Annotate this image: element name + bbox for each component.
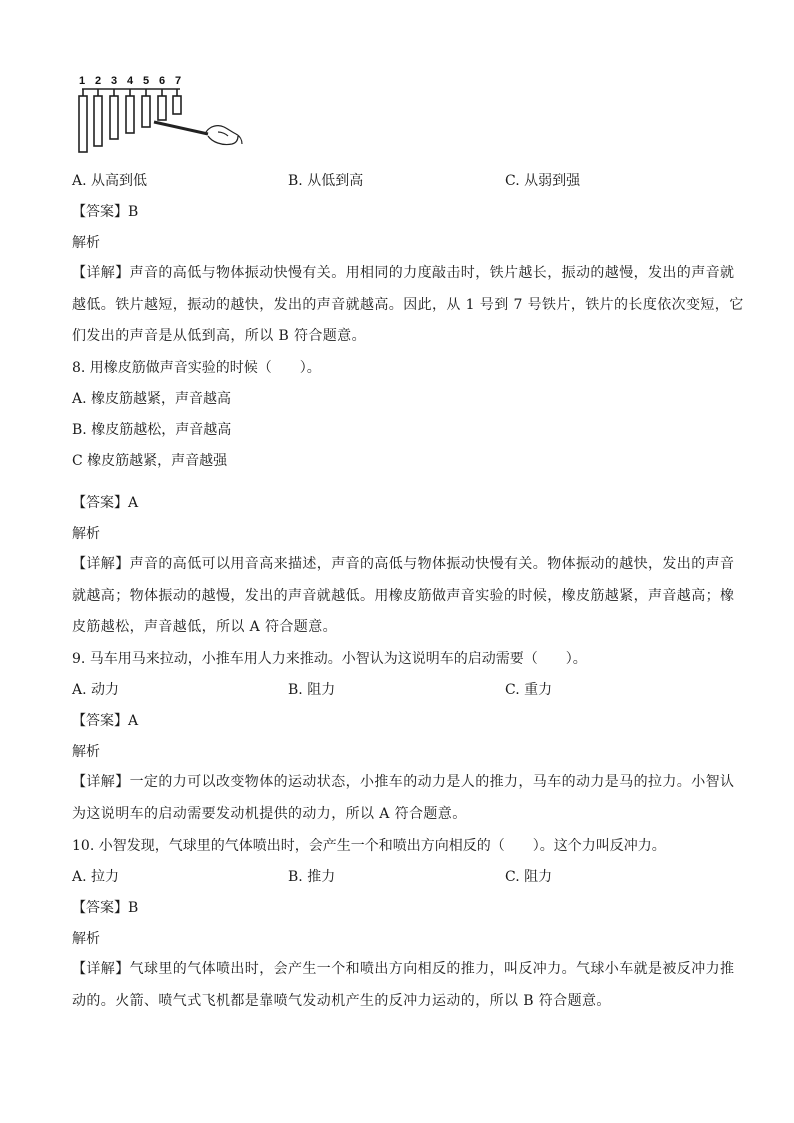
mallet-icon — [154, 122, 208, 134]
q7-option-c: C. 从弱到强 — [505, 173, 581, 189]
detail-line: 【详解】气球里的气体喷出时，会产生一个和喷出方向相反的推力，叫反冲力。气球小车就是被反冲力推 — [72, 961, 735, 977]
bar-number: 1 — [79, 75, 86, 87]
q8-analysis-heading: 解析 — [72, 526, 100, 542]
hand-icon — [206, 126, 242, 145]
q10-option-c: C. 阻力 — [505, 869, 553, 885]
q9-question: 9. 马车用马来拉动，小推车用人力来推动。小智认为这说明车的启动需要（ ）。 — [72, 651, 587, 667]
q9-option-a: A. 动力 — [72, 682, 120, 698]
detail-line: 【详解】声音的高低可以用音高来描述，声音的高低与物体振动快慢有关。物体振动的越快，发出的声音 — [72, 556, 735, 572]
q7-analysis-heading: 解析 — [72, 235, 100, 251]
detail-line: 越低。铁片越短，振动的越快，发出的声音就越高。因此，从 1 号到 7 号铁片，铁片的长度依次变短，它 — [72, 296, 744, 313]
q8-option-c: C 橡皮筋越紧，声音越强 — [72, 453, 228, 469]
detail-line: 动的。火箭、喷气式飞机都是靠喷气发动机产生的反冲力运动的，所以 B 符合题意。 — [72, 992, 611, 1009]
q8-detail — [72, 549, 735, 644]
bar-number: 3 — [111, 75, 118, 87]
metal-bar — [126, 96, 134, 133]
q10-answer: 【答案】B — [72, 900, 139, 916]
metal-bar — [173, 96, 181, 114]
bar-number: 6 — [159, 75, 166, 87]
q8-answer: 【答案】A — [72, 495, 139, 511]
bar-number: 4 — [127, 75, 134, 87]
q10-question: 10. 小智发现，气球里的气体喷出时，会产生一个和喷出方向相反的（ ）。这个力叫反冲力。 — [72, 838, 666, 854]
q9-detail — [72, 767, 735, 830]
metal-bar — [79, 96, 87, 152]
detail-line: 【详解】声音的高低与物体振动快慢有关。用相同的力度敲击时，铁片越长，振动的越慢，发出的声音就 — [72, 265, 735, 281]
metal-bar — [158, 96, 166, 120]
q10-option-a: A. 拉力 — [72, 869, 120, 885]
q10-analysis-heading: 解析 — [72, 931, 100, 947]
metal-bar — [110, 96, 118, 139]
detail-line: 就越高；物体振动的越慢，发出的声音就越低。用橡皮筋做声音实验的时候，橡皮筋越紧，声音越高；橡 — [72, 587, 735, 604]
q10-detail — [72, 954, 735, 1017]
q9-option-b: B. 阻力 — [288, 682, 336, 698]
q8-option-b: B. 橡皮筋越松，声音越高 — [72, 422, 232, 438]
detail-line: 【详解】一定的力可以改变物体的运动状态，小推车的动力是人的推力，马车的动力是马的拉力。小智认 — [72, 774, 735, 790]
q7-answer: 【答案】B — [72, 204, 139, 220]
detail-line: 皮筋越松，声音越低，所以 A 符合题意。 — [72, 619, 338, 635]
q8-question: 8. 用橡皮筋做声音实验的时候（ ）。 — [72, 360, 321, 376]
detail-line: 为这说明车的启动需要发动机提供的动力，所以 A 符合题意。 — [72, 805, 467, 822]
metal-bar — [94, 96, 102, 146]
detail-line: 们发出的声音是从低到高，所以 B 符合题意。 — [72, 328, 366, 344]
metal-bar — [142, 96, 150, 127]
bar-number: 7 — [175, 75, 182, 87]
q8-option-a: A. 橡皮筋越紧，声音越高 — [72, 391, 232, 407]
xylophone-figure — [72, 72, 252, 162]
q9-answer: 【答案】A — [72, 713, 139, 729]
q7-option-a: A. 从高到低 — [72, 173, 148, 189]
bar-number: 2 — [95, 75, 102, 87]
q7-detail — [72, 258, 744, 353]
q9-option-c: C. 重力 — [505, 682, 553, 698]
q7-option-b: B. 从低到高 — [288, 173, 364, 189]
q10-option-b: B. 推力 — [288, 869, 336, 885]
bar-number: 5 — [143, 75, 150, 87]
q9-analysis-heading: 解析 — [72, 744, 100, 760]
